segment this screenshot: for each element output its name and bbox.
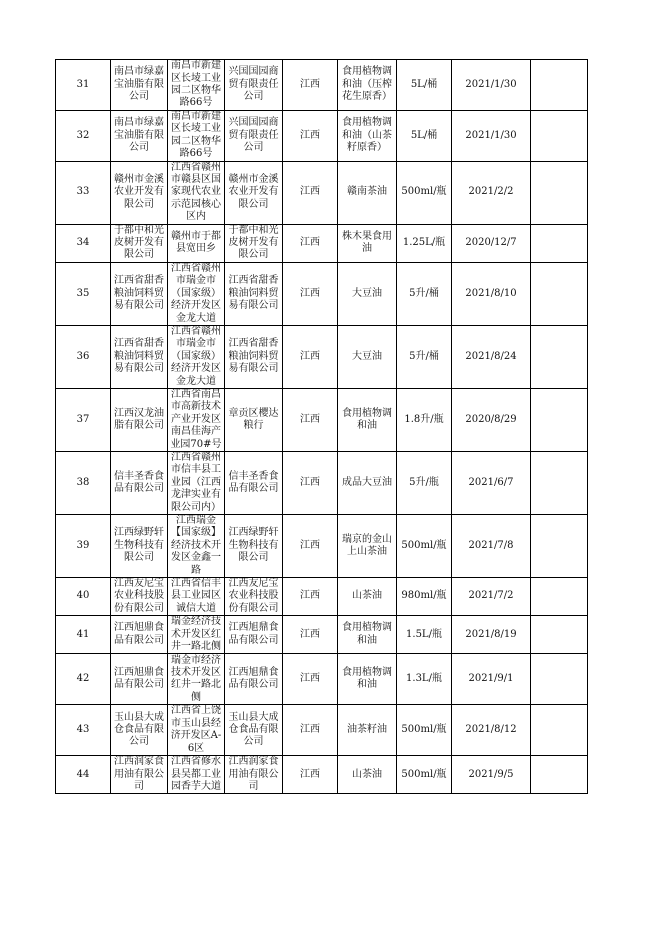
blank-cell bbox=[531, 325, 588, 388]
producer-cell: 江西省甜香粮油饲料贸易有限公司 bbox=[111, 262, 168, 325]
province-cell: 江西 bbox=[283, 515, 338, 578]
blank-cell bbox=[531, 654, 588, 705]
production-date-cell: 2020/8/29 bbox=[452, 388, 531, 451]
blank-cell bbox=[531, 224, 588, 262]
production-date-cell: 2021/1/30 bbox=[452, 111, 531, 162]
table-row bbox=[56, 60, 588, 111]
food-name-cell: 大豆油 bbox=[338, 262, 397, 325]
table-row bbox=[56, 705, 588, 756]
spec-cell: 500ml/瓶 bbox=[397, 756, 452, 794]
entrusted-company-cell: 于都中和光皮树开发有限公司 bbox=[225, 224, 283, 262]
producer-address-cell: 南昌市新建区长堎工业园二区物华路66号 bbox=[168, 60, 225, 111]
blank-cell bbox=[531, 111, 588, 162]
province-cell: 江西 bbox=[283, 161, 338, 224]
blank-cell bbox=[531, 705, 588, 756]
row-number-cell: 34 bbox=[56, 224, 111, 262]
entrusted-company-cell: 江西省甜香粮油饲料贸易有限公司 bbox=[225, 262, 283, 325]
food-name-cell: 食用植物调和油 bbox=[338, 616, 397, 654]
producer-address-cell: 瑞金市经济技术开发区红井一路北侧 bbox=[168, 654, 225, 705]
spec-cell: 980ml/瓶 bbox=[397, 578, 452, 616]
row-number-cell: 33 bbox=[56, 161, 111, 224]
food-name-cell: 成品大豆油 bbox=[338, 451, 397, 514]
table-row bbox=[56, 111, 588, 162]
producer-cell: 南昌市绿嘉宝油脂有限公司 bbox=[111, 111, 168, 162]
province-cell: 江西 bbox=[283, 705, 338, 756]
production-date-cell: 2021/6/7 bbox=[452, 451, 531, 514]
producer-cell: 于都中和光皮树开发有限公司 bbox=[111, 224, 168, 262]
producer-cell: 南昌市绿嘉宝油脂有限公司 bbox=[111, 60, 168, 111]
row-number-cell: 44 bbox=[56, 756, 111, 794]
province-cell: 江西 bbox=[283, 325, 338, 388]
province-cell: 江西 bbox=[283, 451, 338, 514]
producer-cell: 江西旭鼎食品有限公司 bbox=[111, 616, 168, 654]
spec-cell: 500ml/瓶 bbox=[397, 705, 452, 756]
producer-address-cell: 瑞金经济技术开发区红井一路北侧 bbox=[168, 616, 225, 654]
blank-cell bbox=[531, 451, 588, 514]
producer-cell: 江西友尼宝农业科技股份有限公司 bbox=[111, 578, 168, 616]
producer-cell: 江西旭鼎食品有限公司 bbox=[111, 654, 168, 705]
table-row bbox=[56, 161, 588, 224]
entrusted-company-cell: 江西润家食用油有限公司 bbox=[225, 756, 283, 794]
food-name-cell: 油茶籽油 bbox=[338, 705, 397, 756]
province-cell: 江西 bbox=[283, 616, 338, 654]
entrusted-company-cell: 章贡区樱达粮行 bbox=[225, 388, 283, 451]
row-number-cell: 35 bbox=[56, 262, 111, 325]
food-name-cell: 食用植物调和油（压榨花生原香） bbox=[338, 60, 397, 111]
producer-address-cell: 江西省赣州市瑞金市（国家级）经济开发区金龙大道 bbox=[168, 262, 225, 325]
entrusted-company-cell: 江西友尼宝农业科技股份有限公司 bbox=[225, 578, 283, 616]
producer-address-cell: 江西省赣州市瑞金市（国家级）经济开发区金龙大道 bbox=[168, 325, 225, 388]
production-date-cell: 2021/2/2 bbox=[452, 161, 531, 224]
production-date-cell: 2021/7/8 bbox=[452, 515, 531, 578]
table-row bbox=[56, 262, 588, 325]
producer-cell: 玉山县大成仓食品有限公司 bbox=[111, 705, 168, 756]
province-cell: 江西 bbox=[283, 578, 338, 616]
spec-cell: 500ml/瓶 bbox=[397, 161, 452, 224]
table-row bbox=[56, 325, 588, 388]
spec-cell: 1.5L/瓶 bbox=[397, 616, 452, 654]
table-row bbox=[56, 756, 588, 794]
production-date-cell: 2021/1/30 bbox=[452, 60, 531, 111]
food-name-cell: 赣南茶油 bbox=[338, 161, 397, 224]
table-row bbox=[56, 515, 588, 578]
producer-address-cell: 江西省上饶市玉山县经济开发区A-6区 bbox=[168, 705, 225, 756]
blank-cell bbox=[531, 60, 588, 111]
entrusted-company-cell: 玉山县大成仓食品有限公司 bbox=[225, 705, 283, 756]
table-row bbox=[56, 224, 588, 262]
production-date-cell: 2021/8/19 bbox=[452, 616, 531, 654]
blank-cell bbox=[531, 515, 588, 578]
food-name-cell: 食用植物调和油 bbox=[338, 654, 397, 705]
food-name-cell: 株木果食用油 bbox=[338, 224, 397, 262]
province-cell: 江西 bbox=[283, 262, 338, 325]
table-row bbox=[56, 654, 588, 705]
row-number-cell: 39 bbox=[56, 515, 111, 578]
blank-cell bbox=[531, 262, 588, 325]
spec-cell: 5升/桶 bbox=[397, 325, 452, 388]
production-date-cell: 2021/9/5 bbox=[452, 756, 531, 794]
production-date-cell: 2021/9/1 bbox=[452, 654, 531, 705]
producer-address-cell: 赣州市于都县宽田乡 bbox=[168, 224, 225, 262]
spec-cell: 5升/瓶 bbox=[397, 451, 452, 514]
blank-cell bbox=[531, 161, 588, 224]
production-date-cell: 2021/8/12 bbox=[452, 705, 531, 756]
blank-cell bbox=[531, 578, 588, 616]
entrusted-company-cell: 江西省甜香粮油饲料贸易有限公司 bbox=[225, 325, 283, 388]
row-number-cell: 41 bbox=[56, 616, 111, 654]
spec-cell: 1.8升/瓶 bbox=[397, 388, 452, 451]
entrusted-company-cell: 兴国国园商贸有限责任公司 bbox=[225, 111, 283, 162]
entrusted-company-cell: 江西旭鼎食品有限公司 bbox=[225, 654, 283, 705]
row-number-cell: 32 bbox=[56, 111, 111, 162]
food-name-cell: 瑞京的金山上山茶油 bbox=[338, 515, 397, 578]
producer-address-cell: 江西省赣州市信丰县工业园（江西龙津实业有限公司内） bbox=[168, 451, 225, 514]
province-cell: 江西 bbox=[283, 756, 338, 794]
food-name-cell: 大豆油 bbox=[338, 325, 397, 388]
producer-address-cell: 南昌市新建区长堎工业园二区物华路66号 bbox=[168, 111, 225, 162]
entrusted-company-cell: 信丰圣香食品有限公司 bbox=[225, 451, 283, 514]
entrusted-company-cell: 江西旭鼎食品有限公司 bbox=[225, 616, 283, 654]
producer-cell: 江西汉龙油脂有限公司 bbox=[111, 388, 168, 451]
food-name-cell: 山茶油 bbox=[338, 578, 397, 616]
spec-cell: 5升/桶 bbox=[397, 262, 452, 325]
producer-address-cell: 江西省南昌市高新技术产业开发区南昌佳海产业园70#号 bbox=[168, 388, 225, 451]
food-name-cell: 食用植物调和油 bbox=[338, 388, 397, 451]
food-name-cell: 山茶油 bbox=[338, 756, 397, 794]
spec-cell: 5L/桶 bbox=[397, 60, 452, 111]
inspection-table bbox=[55, 59, 588, 794]
production-date-cell: 2020/12/7 bbox=[452, 224, 531, 262]
blank-cell bbox=[531, 756, 588, 794]
producer-address-cell: 江西省赣州市赣县区国家现代农业示范园核心区内 bbox=[168, 161, 225, 224]
row-number-cell: 40 bbox=[56, 578, 111, 616]
blank-cell bbox=[531, 388, 588, 451]
row-number-cell: 43 bbox=[56, 705, 111, 756]
table-body bbox=[56, 60, 588, 794]
province-cell: 江西 bbox=[283, 60, 338, 111]
producer-cell: 江西润家食用油有限公司 bbox=[111, 756, 168, 794]
entrusted-company-cell: 兴国国园商贸有限责任公司 bbox=[225, 60, 283, 111]
row-number-cell: 38 bbox=[56, 451, 111, 514]
producer-address-cell: 江西省修水县吴都工业园香芋大道 bbox=[168, 756, 225, 794]
row-number-cell: 37 bbox=[56, 388, 111, 451]
spec-cell: 1.3L/瓶 bbox=[397, 654, 452, 705]
row-number-cell: 42 bbox=[56, 654, 111, 705]
production-date-cell: 2021/8/10 bbox=[452, 262, 531, 325]
province-cell: 江西 bbox=[283, 388, 338, 451]
food-name-cell: 食用植物调和油（山茶籽原香） bbox=[338, 111, 397, 162]
producer-address-cell: 江西省信丰县工业园区诚信大道 bbox=[168, 578, 225, 616]
table-row bbox=[56, 578, 588, 616]
producer-cell: 信丰圣香食品有限公司 bbox=[111, 451, 168, 514]
row-number-cell: 36 bbox=[56, 325, 111, 388]
producer-cell: 赣州市金溪农业开发有限公司 bbox=[111, 161, 168, 224]
spec-cell: 500ml/瓶 bbox=[397, 515, 452, 578]
table-row bbox=[56, 451, 588, 514]
entrusted-company-cell: 江西绿野轩生物科技有限公司 bbox=[225, 515, 283, 578]
table-row bbox=[56, 388, 588, 451]
table-row bbox=[56, 616, 588, 654]
producer-cell: 江西绿野轩生物科技有限公司 bbox=[111, 515, 168, 578]
province-cell: 江西 bbox=[283, 654, 338, 705]
production-date-cell: 2021/8/24 bbox=[452, 325, 531, 388]
producer-address-cell: 江西瑞金【国家级】经济技术开发区金鑫一路 bbox=[168, 515, 225, 578]
province-cell: 江西 bbox=[283, 224, 338, 262]
spec-cell: 1.25L/瓶 bbox=[397, 224, 452, 262]
entrusted-company-cell: 赣州市金溪农业开发有限公司 bbox=[225, 161, 283, 224]
spec-cell: 5L/桶 bbox=[397, 111, 452, 162]
producer-cell: 江西省甜香粮油饲料贸易有限公司 bbox=[111, 325, 168, 388]
row-number-cell: 31 bbox=[56, 60, 111, 111]
blank-cell bbox=[531, 616, 588, 654]
production-date-cell: 2021/7/2 bbox=[452, 578, 531, 616]
province-cell: 江西 bbox=[283, 111, 338, 162]
